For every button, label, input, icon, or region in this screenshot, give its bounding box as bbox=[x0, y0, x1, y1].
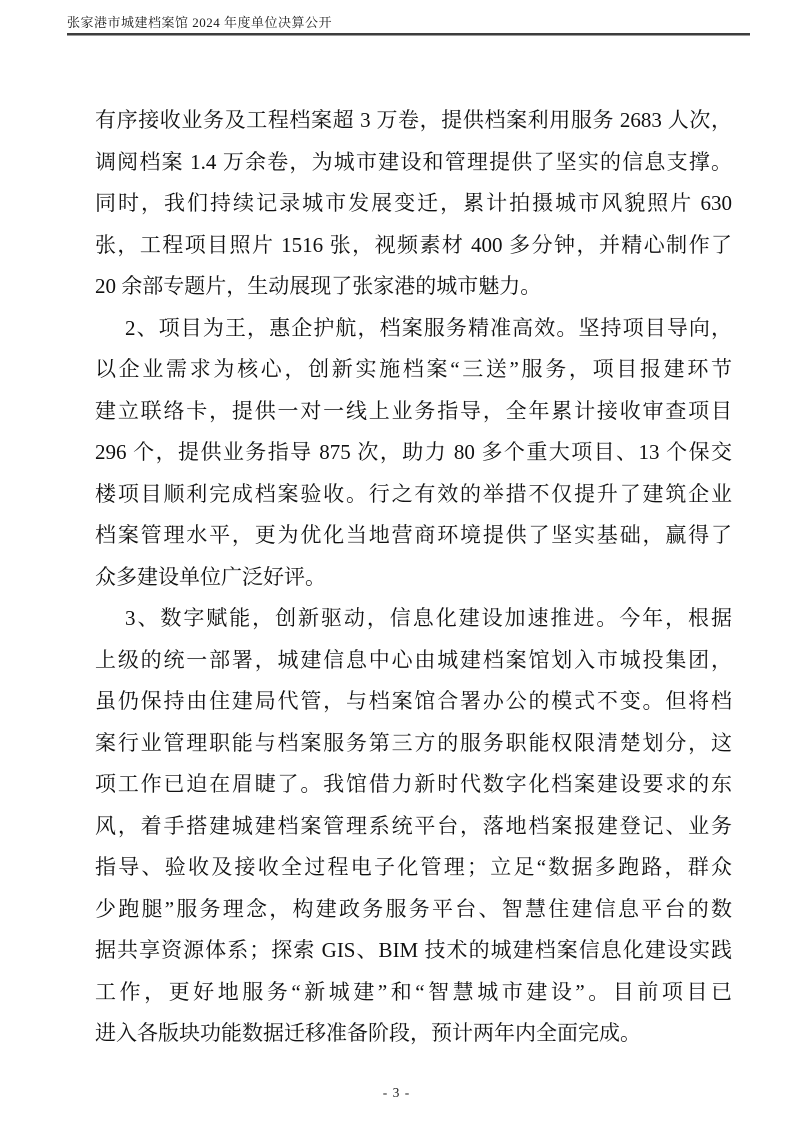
text-line: 上级的统一部署，城建信息中心由城建档案馆划入市城投集团， bbox=[95, 647, 732, 672]
text-line: 虽仍保持由住建局代管，与档案馆合署办公的模式不变。但将档 bbox=[95, 689, 732, 713]
document-body bbox=[95, 100, 732, 1055]
text-line: 20 余部专题片，生动展现了张家港的城市魅力。 bbox=[95, 274, 542, 298]
text-line: 少跑腿”服务理念，构建政务服务平台、智慧住建信息平台的数 bbox=[95, 896, 732, 921]
text-line: 以企业需求为核心，创新实施档案“三送”服务，项目报建环节 bbox=[95, 357, 732, 381]
text-line: 张，工程项目照片 1516 张，视频素材 400 多分钟，并精心制作了 bbox=[95, 232, 732, 257]
page-number: - 3 - bbox=[382, 1085, 411, 1100]
text-line: 楼项目顺利完成档案验收。行之有效的举措不仅提升了建筑企业 bbox=[95, 481, 732, 506]
text-line: 据共享资源体系；探索 GIS、BIM 技术的城建档案信息化建设实践 bbox=[95, 938, 732, 962]
text-line: 调阅档案 1.4 万余卷，为城市建设和管理提供了坚实的信息支撑。 bbox=[95, 149, 732, 174]
text-line: 众多建设单位广泛好评。 bbox=[95, 564, 326, 589]
text-line: 有序接收业务及工程档案超 3 万卷，提供档案利用服务 2683 人次， bbox=[95, 108, 732, 132]
paragraph bbox=[95, 308, 732, 599]
text-line: 风，着手搭建城建档案管理系统平台，落地档案报建登记、业务 bbox=[95, 813, 732, 838]
paragraph bbox=[95, 100, 732, 308]
text-line: 档案管理水平，更为优化当地营商环境提供了坚实基础，赢得了 bbox=[95, 523, 732, 547]
text-line: 建立联络卡，提供一对一线上业务指导，全年累计接收审查项目 bbox=[95, 398, 732, 423]
text-line: 项工作已迫在眉睫了。我馆借力新时代数字化档案建设要求的东 bbox=[95, 772, 732, 796]
paragraph bbox=[95, 598, 732, 1055]
text-line: 案行业管理职能与档案服务第三方的服务职能权限清楚划分，这 bbox=[95, 730, 732, 755]
text-line: 同时，我们持续记录城市发展变迁，累计拍摄城市风貌照片 630 bbox=[95, 191, 732, 215]
header-rule bbox=[67, 33, 750, 36]
header-title: 张家港市城建档案馆 2024 年度单位决算公开 bbox=[67, 15, 333, 30]
text-line: 2、项目为王，惠企护航，档案服务精准高效。坚持项目导向， bbox=[125, 315, 732, 340]
text-line: 进入各版块功能数据迁移准备阶段，预计两年内全面完成。 bbox=[95, 1021, 641, 1045]
text-line: 指导、验收及接收全过程电子化管理；立足“数据多跑路，群众 bbox=[95, 855, 732, 879]
page-header bbox=[67, 14, 750, 36]
text-line: 296 个，提供业务指导 875 次，助力 80 多个重大项目、13 个保交 bbox=[95, 440, 732, 464]
text-line: 工作，更好地服务“新城建”和“智慧城市建设”。目前项目已 bbox=[95, 979, 732, 1004]
text-line: 3、数字赋能，创新驱动，信息化建设加速推进。今年，根据 bbox=[125, 606, 732, 630]
page-footer bbox=[0, 1084, 793, 1102]
